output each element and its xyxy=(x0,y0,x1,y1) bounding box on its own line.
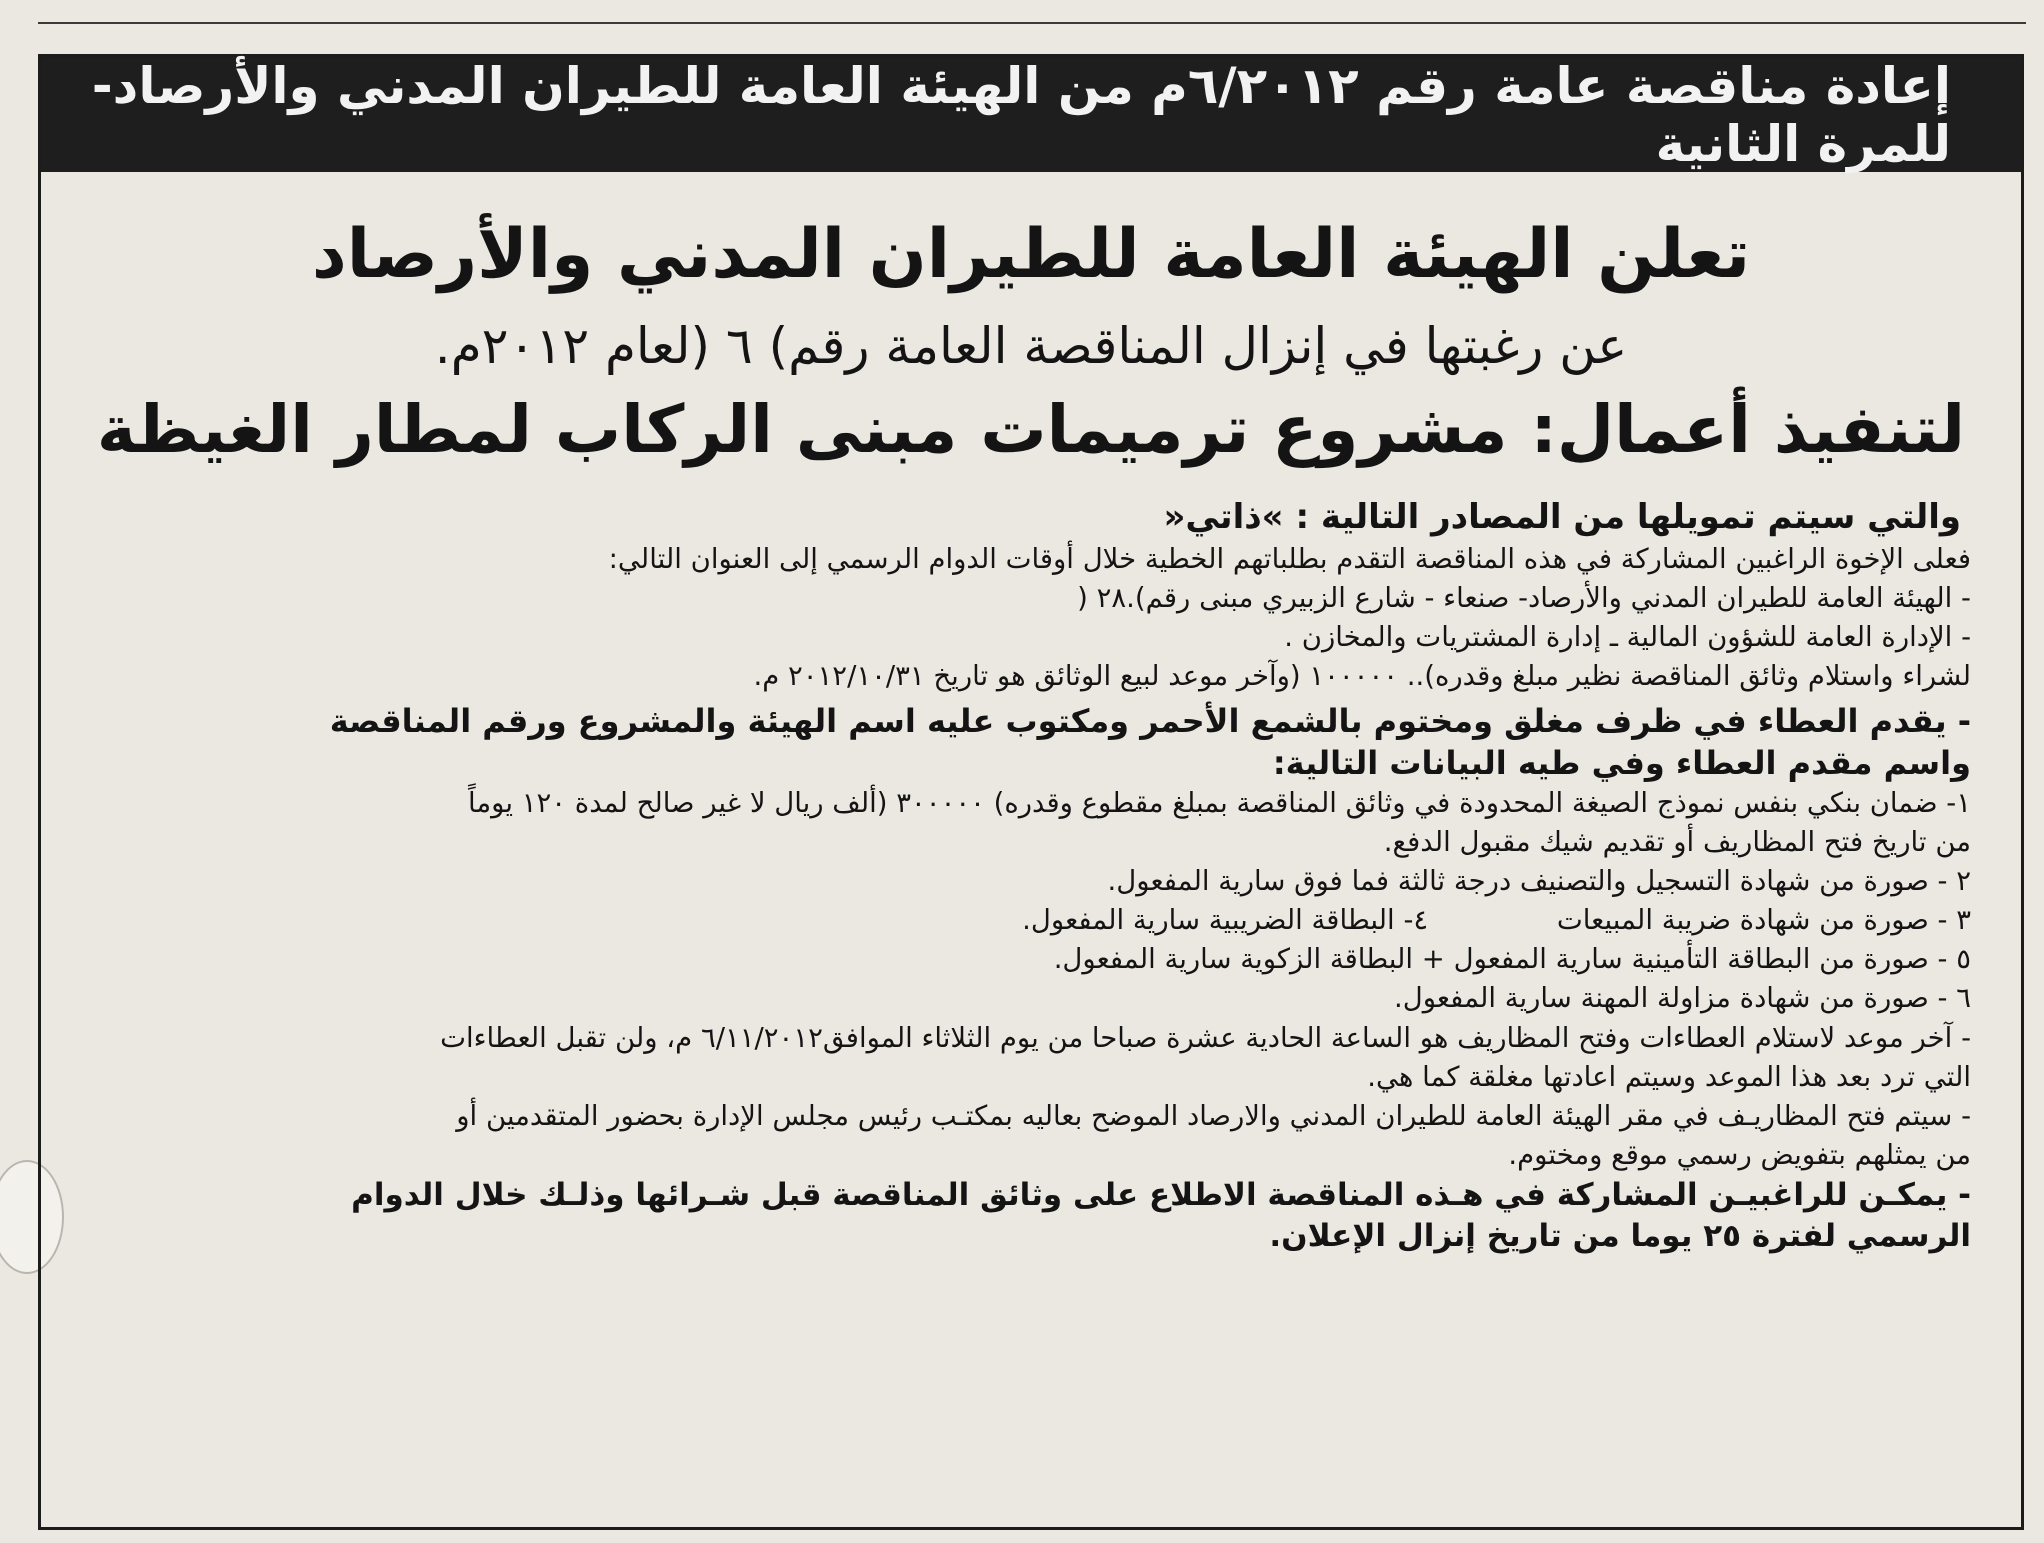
notice-body xyxy=(41,172,2021,1257)
notice-subline: عن رغبتها في إنزال المناقصة العامة رقم) ٦ (لعام ٢٠١٢م. xyxy=(434,317,1628,376)
address-line-1: - الهيئة العامة للطيران المدني والأرصاد- صنعاء - شارع الزبيري مبنى رقم).٢٨ ( xyxy=(1077,581,1971,614)
notice-banner: إعادة مناقصة عامة رقم ٦/٢٠١٢م من الهيئة العامة للطيران المدني والأرصاد- للمرة الثانية xyxy=(41,57,2021,172)
purchase-terms: لشراء واستلام وثائق المناقصة نظير مبلغ وقدره).. ١٠٠٠٠٠ (وآخر موعد لبيع الوثائق هو تاريخ ٢٠١٢/١٠/٣١ م. xyxy=(753,659,1971,692)
requirement-2: ٢ - صورة من شهادة التسجيل والتصنيف درجة ثالثة فما فوق سارية المفعول. xyxy=(1107,865,1971,898)
opening-text: - سيتم فتح المظاريـف في مقر الهيئة العامة للطيران المدني والارصاد الموضح بعاليه بمكتـب رئيس مجلس الإدارة بحضور المتقدمين أو xyxy=(456,1099,1971,1132)
requirement-5: ٥ - صورة من البطاقة التأمينية سارية المفعول + البطاقة الزكوية سارية المفعول. xyxy=(1053,943,1971,976)
requirement-4: ٤- البطاقة الضريبية سارية المفعول. xyxy=(1022,904,1429,937)
intro-text: فعلى الإخوة الراغبين المشاركة في هذه المناقصة التقدم بطلباتهم الخطية خلال أوقات الدوام الرسمي إلى العنوان التالي: xyxy=(608,542,1971,575)
funding-source: والتي سيتم تمويلها من المصادر التالية : »ذاتي« xyxy=(1163,497,1961,538)
notice-headline: تعلن الهيئة العامة للطيران المدني والأرصاد xyxy=(311,215,1751,294)
bid-instructions-line-1: - يقدم العطاء في ظرف مغلق ومختوم بالشمع الأحمر ومكتوب عليه اسم الهيئة والمشروع ورقم المناقصة xyxy=(329,701,1971,740)
deadline-text-cont: التي ترد بعد هذا الموعد وسيتم اعادتها مغلقة كما هي. xyxy=(1367,1060,1971,1093)
requirement-1-cont: من تاريخ فتح المظاريف أو تقديم شيك مقبول الدفع. xyxy=(1383,826,1971,859)
bid-instructions-line-2: واسم مقدم العطاء وفي طيه البيانات التالية: xyxy=(1272,743,1971,782)
address-line-2: - الإدارة العامة للشؤون المالية ـ إدارة المشتريات والمخازن . xyxy=(1284,620,1971,653)
requirement-3-4 xyxy=(79,901,1971,940)
project-title: لتنفيذ أعمال: مشروع ترميمات مبنى الركاب لمطار الغيظة xyxy=(96,391,1966,469)
requirement-3: ٣ - صورة من شهادة ضريبة المبيعات xyxy=(1556,904,1971,937)
top-rule xyxy=(38,22,2026,24)
opening-text-cont: من يمثلهم بتفويض رسمي موقع ومختوم. xyxy=(1508,1138,1971,1171)
deadline-text: - آخر موعد لاستلام العطاءات وفتح المظاريف هو الساعة الحادية عشرة صباحا من يوم الثلاثاء الموافق٦/١١/٢٠١٢ م، ولن تقبل العطاءات xyxy=(440,1021,1971,1054)
review-text-cont: الرسمي لفترة ٢٥ يوما من تاريخ إنزال الإعلان. xyxy=(1269,1217,1971,1254)
requirement-1: ١- ضمان بنكي بنفس نموذج الصيغة المحدودة في وثائق المناقصة بمبلغ مقطوع وقدره) ٣٠٠٠٠٠ (ألف ريال لا غير صالح لمدة ١٢٠ يوماً xyxy=(468,787,1971,820)
tender-notice xyxy=(38,54,2024,1530)
review-text: - يمكـن للراغبيـن المشاركة في هـذه المناقصة الاطلاع على وثائق المناقصة قبل شـرائها وذلـك خلال الدوام xyxy=(351,1176,1971,1213)
requirement-6: ٦ - صورة من شهادة مزاولة المهنة سارية المفعول. xyxy=(1393,982,1971,1015)
notice-details xyxy=(79,540,1983,1257)
